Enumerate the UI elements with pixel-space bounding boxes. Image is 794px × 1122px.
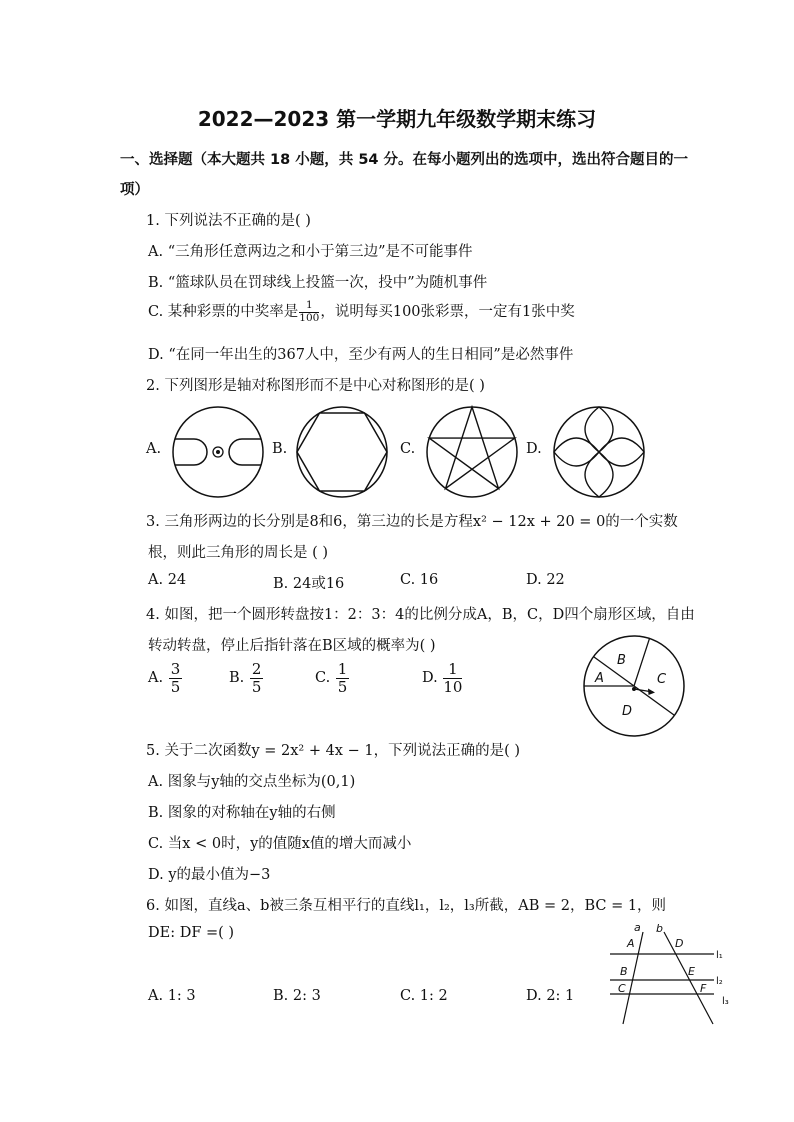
- q1-option-c-pre: C. 某种彩票的中奖率是: [148, 304, 299, 321]
- q4-spinner-figure: [581, 633, 687, 739]
- section-heading-cont: 项）: [120, 182, 149, 198]
- q1-fraction-den: 100: [299, 311, 320, 324]
- q2-label-d: D.: [526, 441, 542, 457]
- q4-option-c: [315, 661, 350, 695]
- q4-b-num: 2: [251, 660, 262, 678]
- q4-d-den: 10: [443, 677, 463, 696]
- q4-d-num: 1: [443, 661, 462, 679]
- q4-option-c-fraction: [336, 661, 350, 695]
- q6-stem-line1: 6. 如图，直线a、b被三条互相平行的直线l₁，l₂，l₃所截，AB = 2，BC = 1，则: [146, 898, 667, 914]
- q2-figure-b: [294, 404, 390, 500]
- point-label-e: E: [688, 965, 695, 978]
- q6-option-d: D. 2: 1: [526, 988, 575, 1004]
- q6-option-c: C. 1: 2: [400, 988, 448, 1004]
- q2-label-a: A.: [146, 441, 162, 457]
- q4-option-d-fraction: [443, 661, 462, 695]
- q1-option-c: [148, 300, 575, 324]
- q4-option-b: [229, 661, 264, 695]
- q5-option-c: C. 当x < 0时，y的值随x值的增大而减小: [148, 836, 412, 852]
- spinner-label-b: B: [617, 653, 626, 668]
- line-label-b: b: [656, 922, 663, 935]
- q3-stem-line1: 3. 三角形两边的长分别是8和6，第三边的长是方程x² − 12x + 20 = 0的一个实数: [146, 514, 678, 530]
- line-label-a: a: [634, 921, 641, 934]
- q1-option-a: A. “三角形任意两边之和小于第三边”是不可能事件: [148, 244, 473, 260]
- q4-option-b-label: B.: [229, 670, 245, 686]
- q4-c-den: 5: [337, 677, 348, 696]
- q4-option-a: [148, 661, 183, 695]
- q4-a-den: 5: [170, 677, 181, 696]
- q1-fraction-num: 1: [299, 300, 319, 313]
- page-title: 2022—2023 第一学期九年级数学期末练习: [197, 107, 597, 131]
- q4-c-num: 1: [337, 660, 348, 678]
- q3-option-b: B. 24或16: [273, 576, 345, 592]
- q1-stem: 1. 下列说法不正确的是( ): [146, 213, 311, 229]
- q4-option-d: [422, 661, 463, 695]
- q2-label-b: B.: [272, 441, 288, 457]
- line-label-l2: l₂: [716, 976, 723, 987]
- q6-parallel-lines-figure: [606, 920, 736, 1026]
- q5-stem: 5. 关于二次函数y = 2x² + 4x − 1，下列说法正确的是( ): [146, 743, 521, 759]
- q4-b-den: 5: [251, 677, 262, 696]
- q1-option-c-post: ，说明每买100张彩票，一定有1张中奖: [320, 304, 575, 321]
- q2-figure-a: [170, 404, 266, 500]
- q2-figure-d: [551, 404, 647, 500]
- q1-option-d: D. “在同一年出生的367人中，至少有两人的生日相同”是必然事件: [148, 347, 574, 363]
- spinner-label-d: D: [622, 704, 633, 719]
- spinner-label-c: C: [657, 672, 667, 687]
- q4-option-b-fraction: [250, 661, 264, 695]
- point-label-c: C: [618, 982, 626, 995]
- q4-stem-line1: 4. 如图，把一个圆形转盘按1：2：3：4的比例分成A，B，C，D四个扇形区域，自由: [146, 607, 695, 623]
- q3-option-d: D. 22: [526, 572, 565, 588]
- q3-option-a: A. 24: [148, 572, 187, 588]
- section-heading: 一、选择题（本大题共 18 小题，共 54 分。在每小题列出的选项中，选出符合题目的一: [120, 152, 689, 168]
- q4-stem-line2: 转动转盘，停止后指针落在B区域的概率为( ): [148, 638, 436, 654]
- spinner-label-a: A: [595, 671, 604, 686]
- line-label-l1: l₁: [716, 950, 723, 961]
- q4-a-num: 3: [170, 660, 181, 678]
- line-label-l3: l₃: [722, 996, 729, 1007]
- point-label-b: B: [620, 965, 628, 978]
- q2-label-c: C.: [400, 441, 416, 457]
- q6-option-a: A. 1: 3: [148, 988, 196, 1004]
- q6-option-b: B. 2: 3: [273, 988, 321, 1004]
- q5-option-b: B. 图象的对称轴在y轴的右侧: [148, 805, 336, 821]
- q4-option-d-label: D.: [422, 670, 438, 686]
- q5-option-a: A. 图象与y轴的交点坐标为(0,1): [148, 774, 356, 790]
- point-label-d: D: [675, 937, 684, 950]
- q1-fraction: [299, 300, 319, 324]
- q3-option-c: C. 16: [400, 572, 439, 588]
- point-label-a: A: [627, 937, 635, 950]
- q2-figure-c: [424, 404, 520, 500]
- q4-option-a-fraction: [169, 661, 183, 695]
- q4-option-a-label: A.: [148, 670, 164, 686]
- q3-stem-line2: 根，则此三角形的周长是 ( ): [148, 545, 329, 561]
- q4-option-c-label: C.: [315, 670, 331, 686]
- point-label-f: F: [700, 982, 707, 995]
- q2-stem: 2. 下列图形是轴对称图形而不是中心对称图形的是( ): [146, 378, 485, 394]
- q6-stem-line2: DE: DF =( ): [148, 925, 235, 941]
- q5-option-d: D. y的最小值为−3: [148, 867, 271, 883]
- q1-option-b: B. “篮球队员在罚球线上投篮一次，投中”为随机事件: [148, 275, 488, 291]
